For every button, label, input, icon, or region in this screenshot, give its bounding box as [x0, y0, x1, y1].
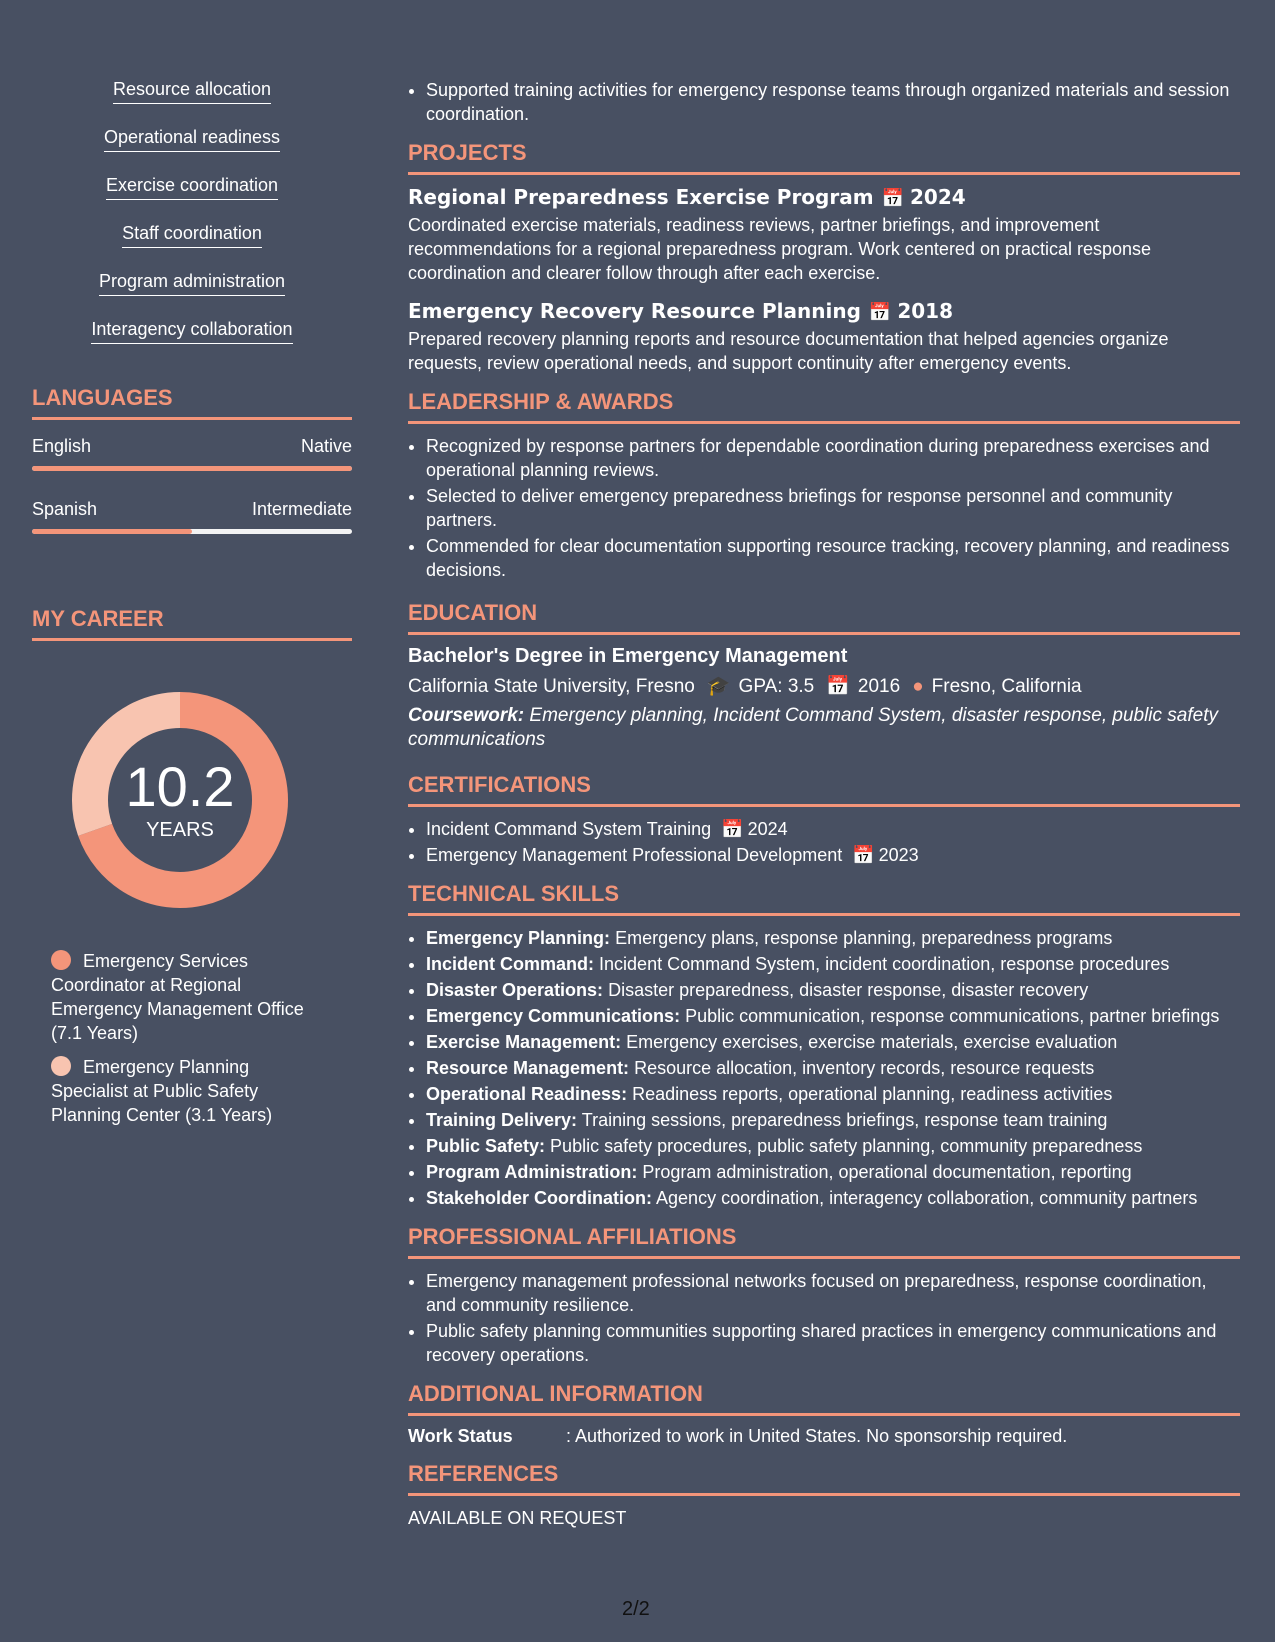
calendar-icon: 📅	[868, 302, 892, 323]
language-name: English	[32, 436, 92, 456]
tech-skill-item: • Public Safety: Public safety procedures, public safety planning, community preparedness	[426, 1134, 1240, 1158]
calendar-icon: 📅	[721, 819, 744, 839]
tech-skill-item: • Stakeholder Coordination: Agency coordination, interagency collaboration, community partners	[426, 1186, 1240, 1210]
tech-skill-item: • Disaster Operations: Disaster preparedness, disaster response, disaster recovery	[426, 978, 1240, 1002]
career-legend-item: Emergency Services Coordinator at Regional Emergency Management Office (7.1 Years)	[51, 951, 304, 1043]
calendar-icon: 📅	[881, 188, 904, 209]
skill-tag: Program administration	[99, 270, 285, 296]
additional-info-section	[408, 1381, 1240, 1447]
language-bar	[32, 466, 352, 471]
technical-skills-section	[408, 881, 1240, 1210]
career-heading: MY CAREER	[32, 606, 352, 641]
project-title: Regional Preparedness Exercise Program	[408, 185, 874, 209]
language-level: Intermediate	[251, 499, 352, 519]
affiliations-heading: PROFESSIONAL AFFILIATIONS	[408, 1224, 1240, 1259]
school-name: California State University, Fresno	[408, 676, 695, 697]
right-column	[408, 78, 1240, 1529]
affiliations-section	[408, 1224, 1240, 1367]
language-bar-fill	[32, 529, 192, 534]
tech-skill-item: • Training Delivery: Training sessions, preparedness briefings, response team training	[426, 1108, 1240, 1132]
certifications-section	[408, 772, 1240, 867]
work-status-value: : Authorized to work in United States. No sponsorship required.	[566, 1426, 1068, 1446]
left-column	[32, 78, 352, 1137]
skill-tags	[32, 78, 352, 344]
tech-skill-item: • Resource Management: Resource allocation, inventory records, resource requests	[426, 1056, 1240, 1080]
career-donut-chart	[65, 685, 295, 915]
legend-dot-icon	[51, 950, 71, 970]
project-item	[408, 299, 1240, 375]
school-location: Fresno, California	[931, 676, 1082, 697]
legend-dot-icon	[51, 1056, 71, 1076]
graduation-cap-icon: 🎓	[706, 676, 731, 697]
tech-skill-item: • Emergency Communications: Public communication, response communications, partner briefings	[426, 1004, 1240, 1028]
tech-skill-item: • Program Administration: Program administration, operational documentation, reporting	[426, 1160, 1240, 1184]
career-total: 10.2	[125, 754, 235, 818]
leadership-section	[408, 389, 1240, 582]
leadership-bullet: • Commended for clear documentation supporting resource tracking, recovery planning, and readiness decisions.	[426, 534, 1240, 582]
calendar-icon: 📅	[826, 676, 850, 697]
language-item	[32, 436, 352, 471]
references-section	[408, 1461, 1240, 1529]
career-unit: YEARS	[146, 818, 214, 841]
skill-tag: Operational readiness	[104, 126, 280, 152]
language-level: Native	[300, 436, 352, 456]
project-description: Coordinated exercise materials, readiness reviews, partner briefings, and improvement recommendations for a regional preparedness program. Work centered on practical response coordination and clearer follow through after each exercise.	[408, 215, 1152, 283]
leadership-bullet: • Recognized by response partners for dependable coordination during preparedness exercises and operational planning reviews.	[426, 434, 1240, 482]
project-year: 2018	[897, 299, 954, 323]
leadership-heading: LEADERSHIP & AWARDS	[408, 389, 1240, 424]
career-legend-item: Emergency Planning Specialist at Public Safety Planning Center (3.1 Years)	[51, 1057, 273, 1125]
technical-skills-heading: TECHNICAL SKILLS	[408, 881, 1240, 916]
project-year: 2024	[909, 185, 966, 209]
coursework: Coursework: Emergency planning, Incident Command System, disaster response, public safety communications	[408, 705, 1218, 750]
tech-skill-item: • Emergency Planning: Emergency plans, response planning, preparedness programs	[426, 926, 1240, 950]
skill-tag: Exercise coordination	[106, 174, 278, 200]
projects-heading: PROJECTS	[408, 140, 1240, 175]
languages-heading: LANGUAGES	[32, 385, 352, 420]
skill-tag: Staff coordination	[122, 222, 262, 248]
education-heading: EDUCATION	[408, 600, 1240, 635]
project-title: Emergency Recovery Resource Planning	[408, 299, 861, 323]
language-name: Spanish	[32, 499, 98, 519]
languages-section	[32, 385, 352, 534]
location-pin-icon: ●	[912, 676, 924, 697]
language-bar-fill	[32, 466, 352, 471]
affiliation-item: • Emergency management professional networks focused on preparedness, response coordination, and community resilience.	[426, 1269, 1240, 1317]
tech-skill-item: • Operational Readiness: Readiness reports, operational planning, readiness activities	[426, 1082, 1240, 1106]
work-status-label: Work Status	[408, 1426, 513, 1446]
additional-info-heading: ADDITIONAL INFORMATION	[408, 1381, 1240, 1416]
page-bottom-edge	[0, 1642, 1275, 1650]
certification-item: • Emergency Management Professional Development 📅 2023	[426, 843, 1240, 867]
education-section	[408, 600, 1240, 752]
degree-title: Bachelor's Degree in Emergency Management	[408, 645, 848, 667]
experience-bullets	[408, 78, 1240, 126]
career-section	[32, 606, 352, 1127]
tech-skill-item: • Exercise Management: Emergency exercises, exercise materials, exercise evaluation	[426, 1030, 1240, 1054]
references-text: AVAILABLE ON REQUEST	[408, 1508, 627, 1528]
skill-tag: Resource allocation	[113, 78, 271, 104]
leadership-bullet: • Selected to deliver emergency preparedness briefings for response personnel and community partners.	[426, 484, 1240, 532]
language-bar	[32, 529, 352, 534]
certifications-heading: CERTIFICATIONS	[408, 772, 1240, 807]
references-heading: REFERENCES	[408, 1461, 1240, 1496]
project-item	[408, 185, 1240, 285]
page-number: 2/2	[622, 1598, 650, 1620]
gpa: GPA: 3.5	[738, 676, 815, 697]
projects-section	[408, 140, 1240, 375]
language-item	[32, 499, 352, 534]
tech-skill-item: • Incident Command: Incident Command System, incident coordination, response procedures	[426, 952, 1240, 976]
graduation-year: 2016	[857, 676, 901, 697]
certification-item: • Incident Command System Training 📅 2024	[426, 817, 1240, 841]
career-legend	[51, 949, 321, 1127]
education-meta	[408, 674, 1240, 698]
project-description: Prepared recovery planning reports and resource documentation that helped agencies organize requests, review operational needs, and support continuity after emergency events.	[408, 329, 1169, 373]
affiliation-item: • Public safety planning communities supporting shared practices in emergency communications and recovery operations.	[426, 1319, 1240, 1367]
calendar-icon: 📅	[852, 845, 875, 865]
experience-bullet: • Supported training activities for emergency response teams through organized materials and session coordination.	[426, 78, 1240, 126]
skill-tag: Interagency collaboration	[91, 318, 292, 344]
